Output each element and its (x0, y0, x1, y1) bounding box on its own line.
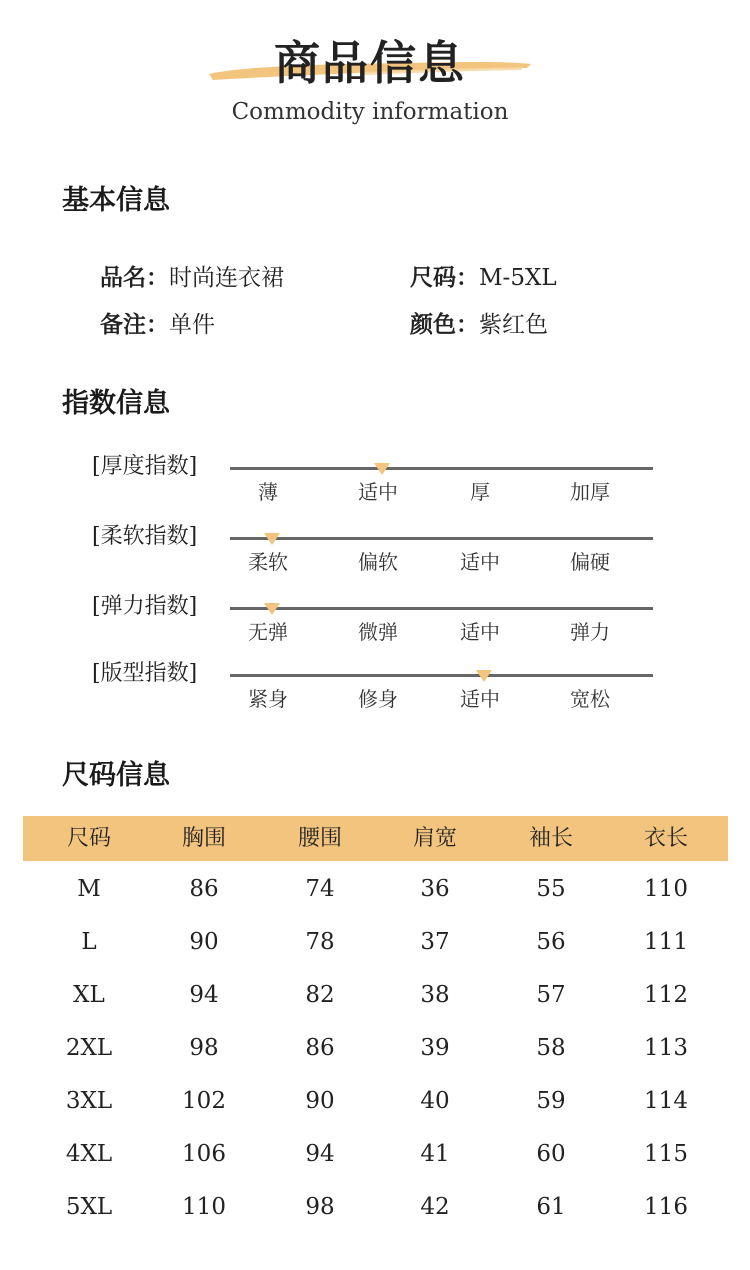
table-cell: 90 (189, 929, 219, 955)
info-label: 颜色： (410, 312, 479, 338)
index-option: 修身 (358, 687, 398, 711)
table-cell: 60 (536, 1141, 566, 1167)
table-cell: 98 (189, 1035, 219, 1061)
index-name: [弹力指数] (92, 594, 198, 619)
index-option: 弹力 (570, 620, 610, 644)
index-row (0, 592, 750, 658)
table-cell: 59 (536, 1088, 566, 1114)
page-subtitle: Commodity information (231, 99, 509, 125)
info-item-name (100, 262, 284, 294)
index-option: 偏软 (358, 550, 398, 574)
index-name: [柔软指数] (92, 524, 198, 549)
index-option: 加厚 (570, 480, 610, 504)
index-option: 适中 (460, 550, 500, 574)
table-cell: 112 (644, 982, 688, 1008)
table-row (23, 1022, 728, 1075)
index-option: 偏硬 (570, 550, 610, 574)
table-cell: 41 (420, 1141, 450, 1167)
size-table-header (23, 816, 728, 861)
table-row (23, 916, 728, 969)
table-cell: 2XL (65, 1035, 113, 1061)
index-option: 紧身 (248, 687, 288, 711)
table-cell: 57 (536, 982, 566, 1008)
info-label: 品名： (100, 265, 169, 291)
table-cell: 86 (305, 1035, 335, 1061)
size-table (23, 816, 728, 1234)
index-info-title: 指数信息 (62, 388, 170, 419)
index-row (0, 659, 750, 725)
table-cell: 113 (644, 1035, 688, 1061)
index-option: 适中 (460, 687, 500, 711)
index-option: 无弹 (248, 620, 288, 644)
table-cell: 102 (182, 1088, 226, 1114)
table-cell: 114 (644, 1088, 688, 1114)
index-option: 厚 (470, 480, 490, 504)
table-row (23, 1181, 728, 1234)
table-cell: 86 (189, 876, 219, 902)
info-item-note (100, 309, 215, 341)
index-name: [版型指数] (92, 661, 198, 686)
index-option: 适中 (460, 620, 500, 644)
index-row (0, 522, 750, 588)
table-cell: L (81, 929, 97, 955)
index-option: 适中 (358, 480, 398, 504)
table-cell: 74 (305, 876, 335, 902)
table-row (23, 1128, 728, 1181)
size-table-column-header: 腰围 (297, 826, 342, 851)
index-option: 薄 (258, 480, 278, 504)
table-cell: 56 (536, 929, 566, 955)
table-cell: 61 (536, 1194, 566, 1220)
table-cell: 40 (420, 1088, 450, 1114)
index-name: [厚度指数] (92, 454, 198, 479)
info-value: 时尚连衣裙 (169, 265, 284, 291)
table-row (23, 969, 728, 1022)
table-row (23, 863, 728, 916)
table-cell: 106 (182, 1141, 226, 1167)
table-cell: XL (73, 982, 105, 1008)
info-item-color (410, 309, 548, 341)
size-table-column-header: 衣长 (643, 826, 688, 851)
table-cell: 94 (305, 1141, 335, 1167)
size-table-column-header: 尺码 (66, 826, 111, 851)
size-info-title: 尺码信息 (62, 760, 170, 791)
table-cell: 42 (420, 1194, 450, 1220)
size-table-column-header: 袖长 (528, 826, 573, 851)
index-scale-line (230, 467, 653, 470)
index-marker-triangle (374, 463, 390, 475)
info-value: 紫红色 (479, 312, 548, 338)
table-cell: 39 (420, 1035, 450, 1061)
info-item-size (410, 262, 557, 294)
table-cell: 94 (189, 982, 219, 1008)
info-value: 单件 (169, 312, 215, 338)
table-cell: 55 (536, 876, 566, 902)
table-cell: 82 (305, 982, 335, 1008)
table-row (23, 1075, 728, 1128)
table-cell: 36 (420, 876, 450, 902)
table-cell: 110 (182, 1194, 226, 1220)
index-marker-triangle (476, 670, 492, 682)
table-cell: 98 (305, 1194, 335, 1220)
size-table-column-header: 胸围 (181, 826, 226, 851)
info-label: 备注： (100, 312, 169, 338)
table-cell: 111 (644, 929, 688, 955)
table-cell: 58 (536, 1035, 566, 1061)
table-cell: 110 (644, 876, 688, 902)
index-marker-triangle (264, 533, 280, 545)
table-cell: 90 (305, 1088, 335, 1114)
index-option: 柔软 (248, 550, 288, 574)
info-label: 尺码： (410, 265, 479, 291)
size-table-column-header: 肩宽 (412, 826, 457, 851)
table-cell: 38 (420, 982, 450, 1008)
index-option: 宽松 (570, 687, 610, 711)
page-title: 商品信息 (274, 36, 466, 90)
index-scale-line (230, 537, 653, 540)
table-cell: 78 (305, 929, 335, 955)
table-cell: 115 (644, 1141, 688, 1167)
size-table-body (23, 861, 728, 1234)
table-cell: 4XL (65, 1141, 113, 1167)
index-row (0, 452, 750, 518)
index-option: 微弹 (358, 620, 398, 644)
info-value: M-5XL (479, 265, 557, 291)
table-cell: 37 (420, 929, 450, 955)
basic-info-title: 基本信息 (62, 185, 170, 216)
page-header (0, 0, 750, 140)
table-cell: 5XL (65, 1194, 113, 1220)
table-cell: 116 (644, 1194, 688, 1220)
table-cell: M (77, 876, 101, 902)
index-scale-line (230, 607, 653, 610)
index-marker-triangle (264, 603, 280, 615)
index-scale-line (230, 674, 653, 677)
table-cell: 3XL (65, 1088, 113, 1114)
